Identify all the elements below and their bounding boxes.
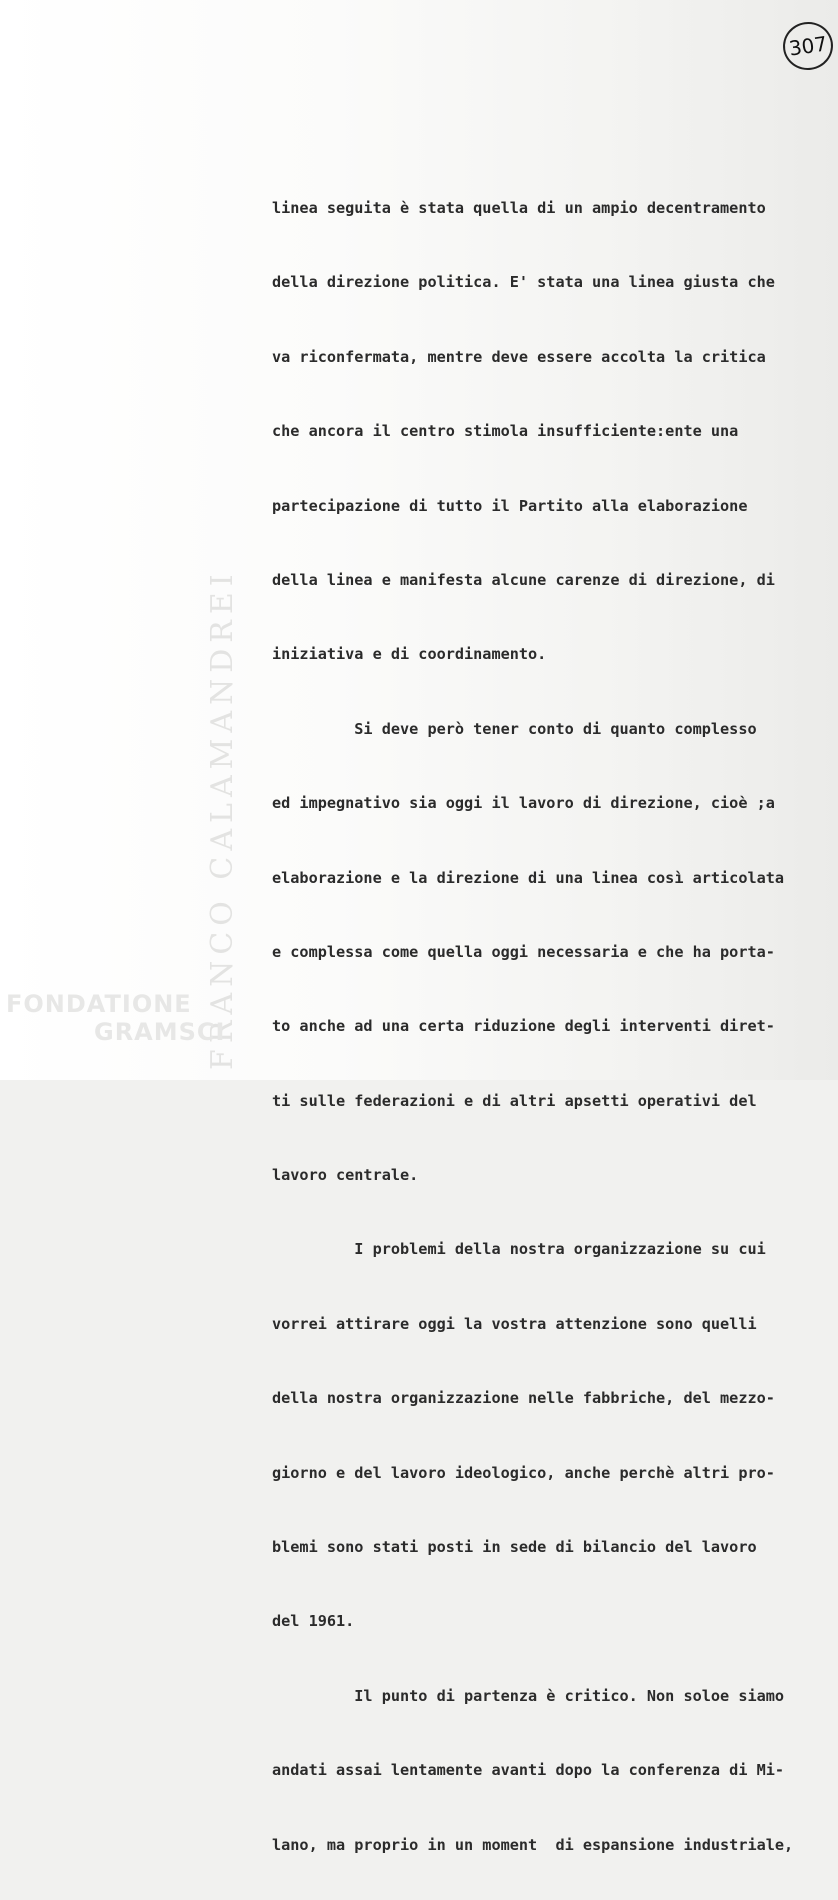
text-line: linea seguita è stata quella di un ampio decentramento bbox=[272, 199, 766, 217]
watermark-line: GRAMSCI bbox=[94, 1018, 226, 1046]
text-line: to anche ad una certa riduzione degli interventi diret- bbox=[272, 1017, 775, 1036]
text-line: partecipazione di tutto il Partito alla elaborazione bbox=[272, 496, 748, 515]
text-line: giorno e del lavoro ideologico, anche perchè altri pro- bbox=[272, 1463, 775, 1482]
text-line: andati assai lentamente avanti dopo la conferenza di Mi- bbox=[272, 1761, 785, 1780]
text-line: Il punto di partenza è critico. Non soloe siamo bbox=[272, 1686, 785, 1705]
text-line: e complessa come quella oggi necessaria e che ha porta- bbox=[272, 942, 775, 961]
page-number-circled: 307 bbox=[780, 19, 836, 73]
text-line: I problemi della nostra organizzazione su cui bbox=[272, 1240, 766, 1259]
text-line: Si deve però tener conto di quanto complesso bbox=[272, 719, 757, 738]
text-line: del 1961. bbox=[272, 1612, 355, 1631]
text-line: della linea e manifesta alcune carenze di direzione, di bbox=[272, 570, 775, 589]
text-line: elaborazione e la direzione di una linea così articolata bbox=[272, 868, 785, 887]
typed-text-block bbox=[272, 153, 832, 1900]
text-line: della nostra organizzazione nelle fabbriche, del mezzo- bbox=[272, 1389, 775, 1408]
text-line: vorrei attirare oggi la vostra attenzione sono quelli bbox=[272, 1314, 757, 1333]
text-line: lavoro centrale. bbox=[272, 1166, 419, 1185]
text-line: iniziativa e di coordinamento. bbox=[272, 645, 547, 664]
text-line: blemi sono stati posti in sede di bilancio del lavoro bbox=[272, 1538, 757, 1557]
watermark-line: FONDATIONE bbox=[6, 990, 192, 1018]
text-line: lano, ma proprio in un moment di espansione industriale, bbox=[272, 1835, 794, 1854]
text-line: ti sulle federazioni e di altri apsetti operativi del bbox=[272, 1091, 757, 1110]
text-line: che ancora il centro stimola insufficiente:ente una bbox=[272, 422, 739, 441]
archive-watermark bbox=[6, 990, 225, 1046]
margin-ghost-text: FRANCO CALAMANDREI bbox=[205, 568, 240, 1070]
text-line: va riconfermata, mentre deve essere accolta la critica bbox=[272, 347, 766, 366]
text-line: ed impegnativo sia oggi il lavoro di direzione, cioè ;a bbox=[272, 794, 775, 813]
text-line: della direzione politica. E' stata una linea giusta che bbox=[272, 273, 775, 292]
